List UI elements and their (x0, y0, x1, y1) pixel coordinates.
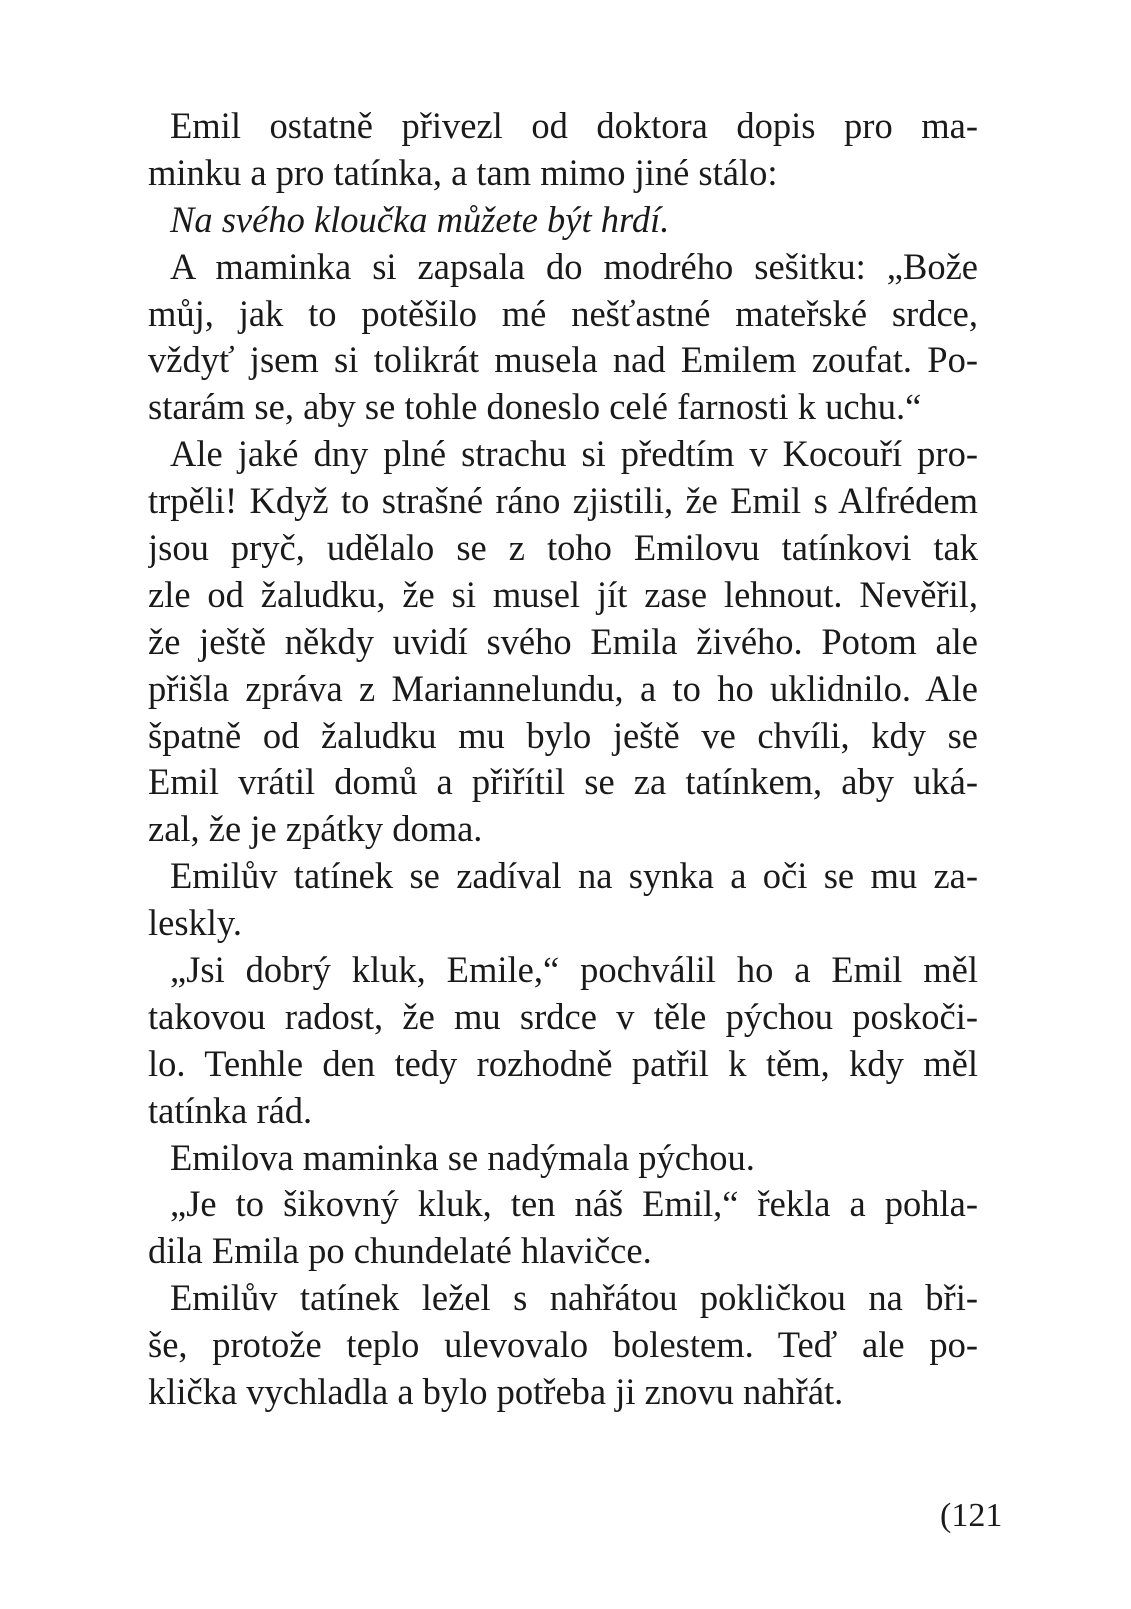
body-text (148, 103, 978, 1416)
text-line-14: špatně od žaludku mu bylo ještě ve chvíli, kdy se (148, 714, 978, 756)
text-line-15: Emil vrátil domů a přiřítil se za tatínkem, aby uká- (148, 761, 978, 803)
text-line-13: přišla zpráva z Mariannelundu, a to ho uklidnilo. Ale (148, 667, 978, 709)
text-line-24: „Je to šikovný kluk, ten náš Emil,“ řekla a pohla- (170, 1183, 978, 1225)
text-line-10: jsou pryč, udělalo se z toho Emilovu tatínkovi tak (148, 527, 978, 569)
text-line-19: „Jsi dobrý kluk, Emile,“ pochválil ho a Emil měl (170, 949, 978, 991)
text-line-25: dila Emila po chundelaté hlavičce. (148, 1230, 652, 1272)
text-line-5: můj, jak to potěšilo mé nešťastné mateřské srdce, (148, 292, 978, 334)
text-line-12: že ještě někdy uvidí svého Emila živého. Potom ale (148, 620, 978, 662)
text-line-3: Na svého kloučka můžete být hrdí. (170, 198, 670, 240)
text-line-23: Emilova maminka se nadýmala pýchou. (170, 1136, 755, 1178)
text-line-2: minku a pro tatínka, a tam mimo jiné stálo: (148, 151, 778, 193)
text-line-20: takovou radost, že mu srdce v těle pýchou poskoči- (148, 995, 978, 1037)
text-line-27: še, protože teplo ulevovalo bolestem. Teď ale po- (148, 1324, 978, 1366)
text-line-22: tatínka rád. (148, 1089, 313, 1131)
page-number: (121 (940, 1497, 1003, 1534)
text-line-11: zle od žaludku, že si musel jít zase lehnout. Nevěřil, (148, 573, 978, 615)
text-line-6: vždyť jsem si tolikrát musela nad Emilem zoufat. Po- (148, 339, 978, 381)
text-line-26: Emilův tatínek ležel s nahřátou pokličkou na bři- (170, 1277, 978, 1319)
text-line-17: Emilův tatínek se zadíval na synka a oči se mu za- (170, 855, 978, 897)
text-line-18: leskly. (148, 902, 242, 944)
text-line-1: Emil ostatně přivezl od doktora dopis pro ma- (170, 105, 978, 146)
text-line-4: A maminka si zapsala do modrého sešitku: „Bože (170, 245, 978, 287)
text-line-28: klička vychladla a bylo potřeba ji znovu nahřát. (148, 1371, 844, 1413)
text-line-9: trpěli! Když to strašné ráno zjistili, že Emil s Alfrédem (148, 480, 978, 522)
text-line-16: zal, že je zpátky doma. (148, 808, 483, 850)
text-line-7: starám se, aby se tohle doneslo celé farnosti k uchu.“ (148, 386, 922, 428)
text-line-21: lo. Tenhle den tedy rozhodně patřil k těm, kdy měl (148, 1042, 978, 1084)
text-line-8: Ale jaké dny plné strachu si předtím v Kocouří pro- (170, 433, 978, 475)
